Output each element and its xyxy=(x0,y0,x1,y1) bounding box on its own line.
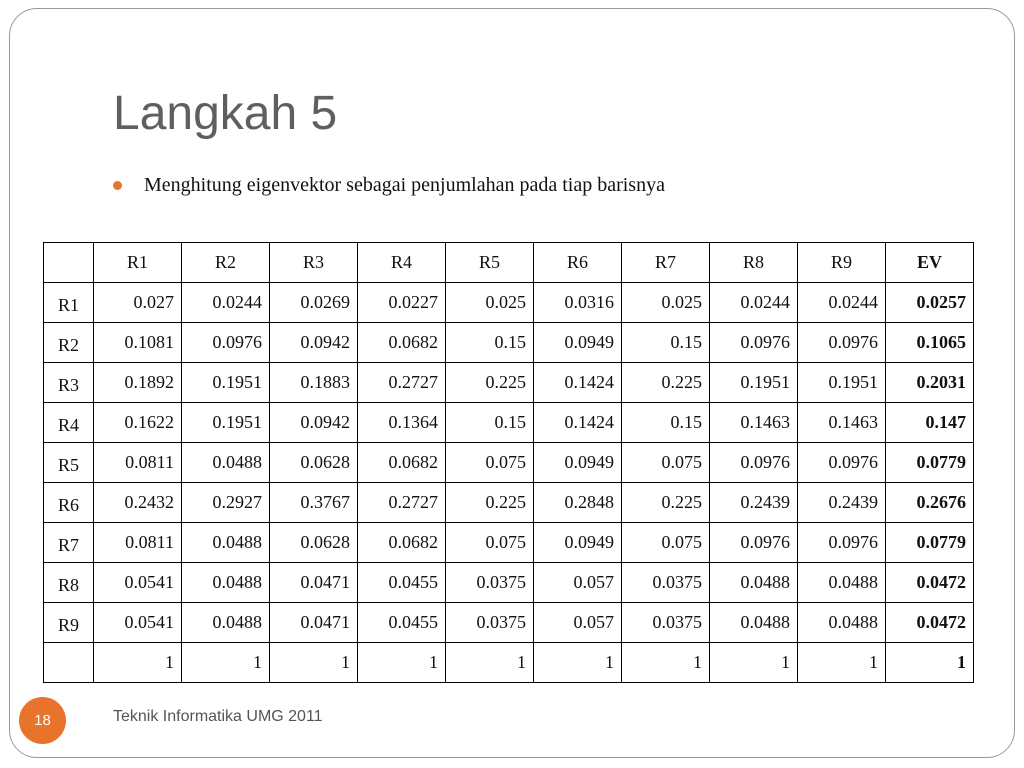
table-cell: 0.0949 xyxy=(534,323,622,363)
table-cell: 1 xyxy=(182,643,270,683)
table-cell: 0.2439 xyxy=(798,483,886,523)
table-cell: 0.0488 xyxy=(710,603,798,643)
table-cell: 0.1951 xyxy=(798,363,886,403)
bullet-text: Menghitung eigenvektor sebagai penjumlahan pada tiap barisnya xyxy=(144,174,665,196)
table-row xyxy=(44,403,974,443)
table-cell: 0.0375 xyxy=(446,603,534,643)
table-cell: 0.0811 xyxy=(94,523,182,563)
table-cell: 0.0541 xyxy=(94,603,182,643)
table-cell: 0.025 xyxy=(622,283,710,323)
table-cell: 0.0628 xyxy=(270,443,358,483)
table-cell: 0.0976 xyxy=(798,523,886,563)
table-cell: 0.075 xyxy=(446,523,534,563)
table-cell: 0.0375 xyxy=(622,563,710,603)
header-cell-r5: R5 xyxy=(446,243,534,283)
table-cell: 0.0976 xyxy=(710,323,798,363)
table-body xyxy=(44,283,974,683)
table-cell: 0.1951 xyxy=(182,403,270,443)
footer-text: Teknik Informatika UMG 2011 xyxy=(113,708,323,725)
table-row xyxy=(44,323,974,363)
table-cell: 0.1364 xyxy=(358,403,446,443)
table-cell: 0.027 xyxy=(94,283,182,323)
table-cell: 0.225 xyxy=(446,363,534,403)
table-cell: 1 xyxy=(358,643,446,683)
table-cell: 1 xyxy=(534,643,622,683)
table-cell: 0.0269 xyxy=(270,283,358,323)
row-label: R7 xyxy=(44,523,94,563)
table-cell: 0.0244 xyxy=(182,283,270,323)
table-cell: 0.0682 xyxy=(358,443,446,483)
table-cell: 0.1463 xyxy=(798,403,886,443)
table-cell: 0.0244 xyxy=(710,283,798,323)
ev-cell: 0.0257 xyxy=(886,283,974,323)
table-cell: 0.0628 xyxy=(270,523,358,563)
table-cell: 0.0455 xyxy=(358,603,446,643)
table-cell: 0.0455 xyxy=(358,563,446,603)
table-cell: 0.0488 xyxy=(710,563,798,603)
table-cell: 0.0488 xyxy=(798,603,886,643)
table-cell: 0.075 xyxy=(622,443,710,483)
bullet-dot-icon xyxy=(113,181,122,190)
table-cell: 0.1463 xyxy=(710,403,798,443)
table-cell: 0.1951 xyxy=(182,363,270,403)
table-row xyxy=(44,563,974,603)
table-cell: 0.225 xyxy=(622,363,710,403)
table-cell: 0.025 xyxy=(446,283,534,323)
table-cell: 0.057 xyxy=(534,603,622,643)
table-cell: 0.1951 xyxy=(710,363,798,403)
table-cell: 0.0976 xyxy=(710,523,798,563)
header-cell-ev: EV xyxy=(886,243,974,283)
table-cell: 0.0488 xyxy=(182,563,270,603)
row-label xyxy=(44,643,94,683)
table-cell: 0.15 xyxy=(622,403,710,443)
table-cell: 0.15 xyxy=(446,323,534,363)
table-row xyxy=(44,363,974,403)
table-row xyxy=(44,483,974,523)
table-cell: 0.0488 xyxy=(798,563,886,603)
table-row xyxy=(44,523,974,563)
table-cell: 0.0488 xyxy=(182,603,270,643)
table-cell: 0.0316 xyxy=(534,283,622,323)
table-cell: 0.0976 xyxy=(182,323,270,363)
table-cell: 0.0949 xyxy=(534,523,622,563)
table-cell: 0.1883 xyxy=(270,363,358,403)
row-label: R3 xyxy=(44,363,94,403)
table-cell: 0.15 xyxy=(622,323,710,363)
table-cell: 0.0471 xyxy=(270,563,358,603)
table-cell: 0.0976 xyxy=(798,443,886,483)
table-cell: 0.0976 xyxy=(710,443,798,483)
table-cell: 0.225 xyxy=(622,483,710,523)
header-cell-r1: R1 xyxy=(94,243,182,283)
table-cell: 0.075 xyxy=(622,523,710,563)
table-row xyxy=(44,603,974,643)
table-cell: 0.1424 xyxy=(534,363,622,403)
ev-cell: 0.0779 xyxy=(886,523,974,563)
row-label: R2 xyxy=(44,323,94,363)
table-cell: 0.0682 xyxy=(358,523,446,563)
table-cell: 0.0227 xyxy=(358,283,446,323)
table-cell: 0.1424 xyxy=(534,403,622,443)
row-label: R4 xyxy=(44,403,94,443)
table-cell: 0.2439 xyxy=(710,483,798,523)
table-cell: 0.0541 xyxy=(94,563,182,603)
table-header-row xyxy=(44,243,974,283)
header-cell-corner xyxy=(44,243,94,283)
table-cell: 0.2432 xyxy=(94,483,182,523)
page-number-badge xyxy=(19,697,66,744)
header-cell-r7: R7 xyxy=(622,243,710,283)
page-number: 18 xyxy=(34,712,51,729)
table-cell: 0.225 xyxy=(446,483,534,523)
ev-cell: 0.0472 xyxy=(886,563,974,603)
slide-title: Langkah 5 xyxy=(113,87,338,140)
table-cell: 0.0244 xyxy=(798,283,886,323)
table-cell: 0.15 xyxy=(446,403,534,443)
table-cell: 0.0375 xyxy=(446,563,534,603)
ev-cell: 0.1065 xyxy=(886,323,974,363)
ev-cell: 0.2676 xyxy=(886,483,974,523)
ev-cell: 0.0779 xyxy=(886,443,974,483)
table-cell: 1 xyxy=(94,643,182,683)
table-cell: 0.0942 xyxy=(270,323,358,363)
table-cell: 0.2927 xyxy=(182,483,270,523)
ev-cell: 0.0472 xyxy=(886,603,974,643)
header-cell-r2: R2 xyxy=(182,243,270,283)
row-label: R1 xyxy=(44,283,94,323)
header-cell-r3: R3 xyxy=(270,243,358,283)
table-cell: 1 xyxy=(446,643,534,683)
table-cell: 0.0976 xyxy=(798,323,886,363)
row-label: R9 xyxy=(44,603,94,643)
row-label: R5 xyxy=(44,443,94,483)
table-cell: 0.0949 xyxy=(534,443,622,483)
table-cell: 1 xyxy=(710,643,798,683)
table-cell: 1 xyxy=(622,643,710,683)
table-cell: 0.2727 xyxy=(358,363,446,403)
table-cell: 0.2848 xyxy=(534,483,622,523)
table-row xyxy=(44,643,974,683)
table-cell: 1 xyxy=(798,643,886,683)
table-cell: 0.1892 xyxy=(94,363,182,403)
table-cell: 0.3767 xyxy=(270,483,358,523)
table-cell: 0.0488 xyxy=(182,443,270,483)
table-cell: 0.0811 xyxy=(94,443,182,483)
ev-cell: 1 xyxy=(886,643,974,683)
header-cell-r6: R6 xyxy=(534,243,622,283)
table-cell: 0.1081 xyxy=(94,323,182,363)
header-cell-r8: R8 xyxy=(710,243,798,283)
table-cell: 0.1622 xyxy=(94,403,182,443)
table-cell: 0.0471 xyxy=(270,603,358,643)
ev-cell: 0.147 xyxy=(886,403,974,443)
ev-cell: 0.2031 xyxy=(886,363,974,403)
row-label: R6 xyxy=(44,483,94,523)
table-cell: 0.0682 xyxy=(358,323,446,363)
table-cell: 0.057 xyxy=(534,563,622,603)
table-cell: 0.0488 xyxy=(182,523,270,563)
table-cell: 0.2727 xyxy=(358,483,446,523)
eigenvector-table xyxy=(43,242,974,683)
header-cell-r9: R9 xyxy=(798,243,886,283)
table-cell: 1 xyxy=(270,643,358,683)
table-row xyxy=(44,443,974,483)
table-cell: 0.0942 xyxy=(270,403,358,443)
row-label: R8 xyxy=(44,563,94,603)
header-cell-r4: R4 xyxy=(358,243,446,283)
table-cell: 0.0375 xyxy=(622,603,710,643)
table-cell: 0.075 xyxy=(446,443,534,483)
table-row xyxy=(44,283,974,323)
